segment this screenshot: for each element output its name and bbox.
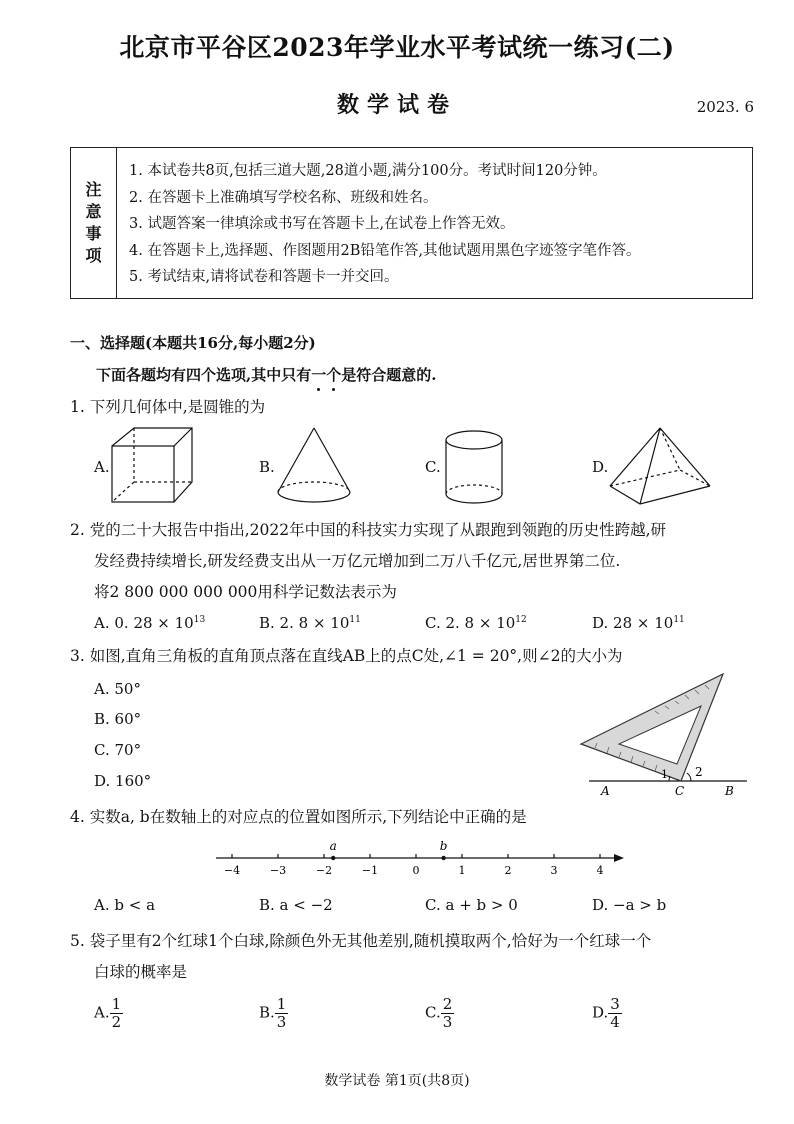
q3-option-b: B. 60°	[94, 710, 142, 728]
axis-tick-label: −4	[223, 864, 241, 877]
q2-option-a: A. 0. $28 \times 10^{13}$	[94, 614, 206, 632]
question-2-line-2: 发经费持续增长,研发经费支出从一万亿元增加到二万八千亿元,居世界第二位.	[94, 552, 621, 570]
q3-option-c: C. 70°	[94, 741, 142, 759]
exam-subtitle: 数学试卷	[336, 92, 457, 118]
exam-date: 2023. 6	[696, 98, 754, 116]
notice-item: 1. 本试卷共8页,包括三道大题,28道小题,满分100分。考试时间120分钟。	[129, 163, 607, 179]
number-line	[210, 836, 630, 880]
label-b: B	[725, 784, 734, 798]
q1-option-a: A.	[94, 458, 110, 476]
q1-option-b: B.	[259, 458, 275, 476]
q5-option-c: C. $\frac{2}{3}$	[425, 995, 453, 1031]
cone-figure	[272, 424, 356, 510]
cylinder-figure	[440, 424, 510, 508]
axis-tick-label: −3	[269, 864, 287, 877]
label-a: A	[601, 784, 610, 798]
q5-option-b: B. $\frac{1}{3}$	[259, 995, 287, 1031]
notice-box	[70, 147, 753, 299]
point-b-label: b	[439, 839, 448, 853]
notice-item: 5. 考试结束,请将试卷和答题卡一并交回。	[129, 269, 399, 285]
label-angle-2: 2	[695, 765, 703, 779]
question-4: 4. 实数a, b在数轴上的对应点的位置如图所示,下列结论中正确的是	[70, 808, 527, 826]
notice-item: 2. 在答题卡上准确填写学校名称、班级和姓名。	[129, 189, 438, 206]
notice-label: 注 意 事 项	[71, 148, 117, 298]
question-5-line-2: 白球的概率是	[94, 963, 188, 981]
question-2-line-3: 将2 800 000 000 000用科学记数法表示为	[94, 583, 397, 601]
axis-tick-label: −1	[361, 864, 379, 877]
triangle-ruler-figure	[575, 668, 755, 804]
q2-option-d: D. $28 \times 10^{11}$	[592, 614, 685, 632]
q3-option-d: D. 160°	[94, 772, 152, 790]
question-3: 3. 如图,直角三角板的直角顶点落在直线AB上的点C处,∠1 = 20°,则∠2的大小为	[70, 647, 623, 665]
point-a-label: a	[329, 839, 337, 853]
q1-option-c: C.	[425, 458, 441, 476]
question-5-line-1: 5. 袋子里有2个红球1个白球,除颜色外无其他差别,随机摸取两个,恰好为一个红球一个	[70, 932, 652, 950]
q1-option-d: D.	[592, 458, 609, 476]
pyramid-figure	[606, 424, 714, 510]
label-c: C	[675, 784, 685, 798]
point-b	[441, 856, 445, 860]
q4-option-b: B. a < −2	[259, 896, 333, 914]
section-instruction: 下面各题均有四个选项,其中只有一个是符合题意的.	[96, 366, 437, 384]
q2-option-b: B. 2. $8 \times 10^{11}$	[259, 614, 361, 632]
section-heading: 一、选择题(本题共16分,每小题2分)	[70, 334, 316, 352]
notice-items	[129, 158, 641, 291]
q4-option-a: A. b < a	[94, 896, 156, 914]
q5-option-a: A. $\frac{1}{2}$	[94, 995, 122, 1031]
axis-tick-label: 3	[550, 864, 558, 877]
q4-option-c: C. a + b > 0	[425, 896, 518, 914]
axis-tick-label: −2	[315, 864, 333, 877]
axis-tick-label: 4	[596, 864, 604, 877]
question-1: 1. 下列几何体中,是圆锥的为	[70, 398, 266, 416]
question-2-line-1: 2. 党的二十大报告中指出,2022年中国的科技实力实现了从跟跑到领跑的历史性跨越,研	[70, 521, 667, 539]
q2-option-c: C. 2. $8 \times 10^{12}$	[425, 614, 527, 632]
axis-tick-label: 0	[412, 864, 420, 877]
notice-item: 4. 在答题卡上,选择题、作图题用2B铅笔作答,其他试题用黑色字迹签字笔作答。	[129, 242, 641, 259]
label-angle-1: 1	[661, 768, 668, 781]
q4-option-d: D. −a > b	[592, 896, 667, 914]
page-footer: 数学试卷 第1页(共8页)	[324, 1073, 470, 1089]
axis-tick-label: 1	[458, 864, 466, 877]
notice-item: 3. 试题答案一律填涂或书写在答题卡上,在试卷上作答无效。	[129, 216, 515, 232]
cube-figure	[108, 424, 198, 506]
q5-option-d: D. $\frac{3}{4}$	[592, 995, 620, 1031]
exam-title: 北京市平谷区2023年学业水平考试统一练习(二)	[119, 33, 675, 62]
axis-tick-label: 2	[504, 864, 512, 877]
q3-option-a: A. 50°	[94, 680, 141, 698]
point-a	[331, 856, 335, 860]
